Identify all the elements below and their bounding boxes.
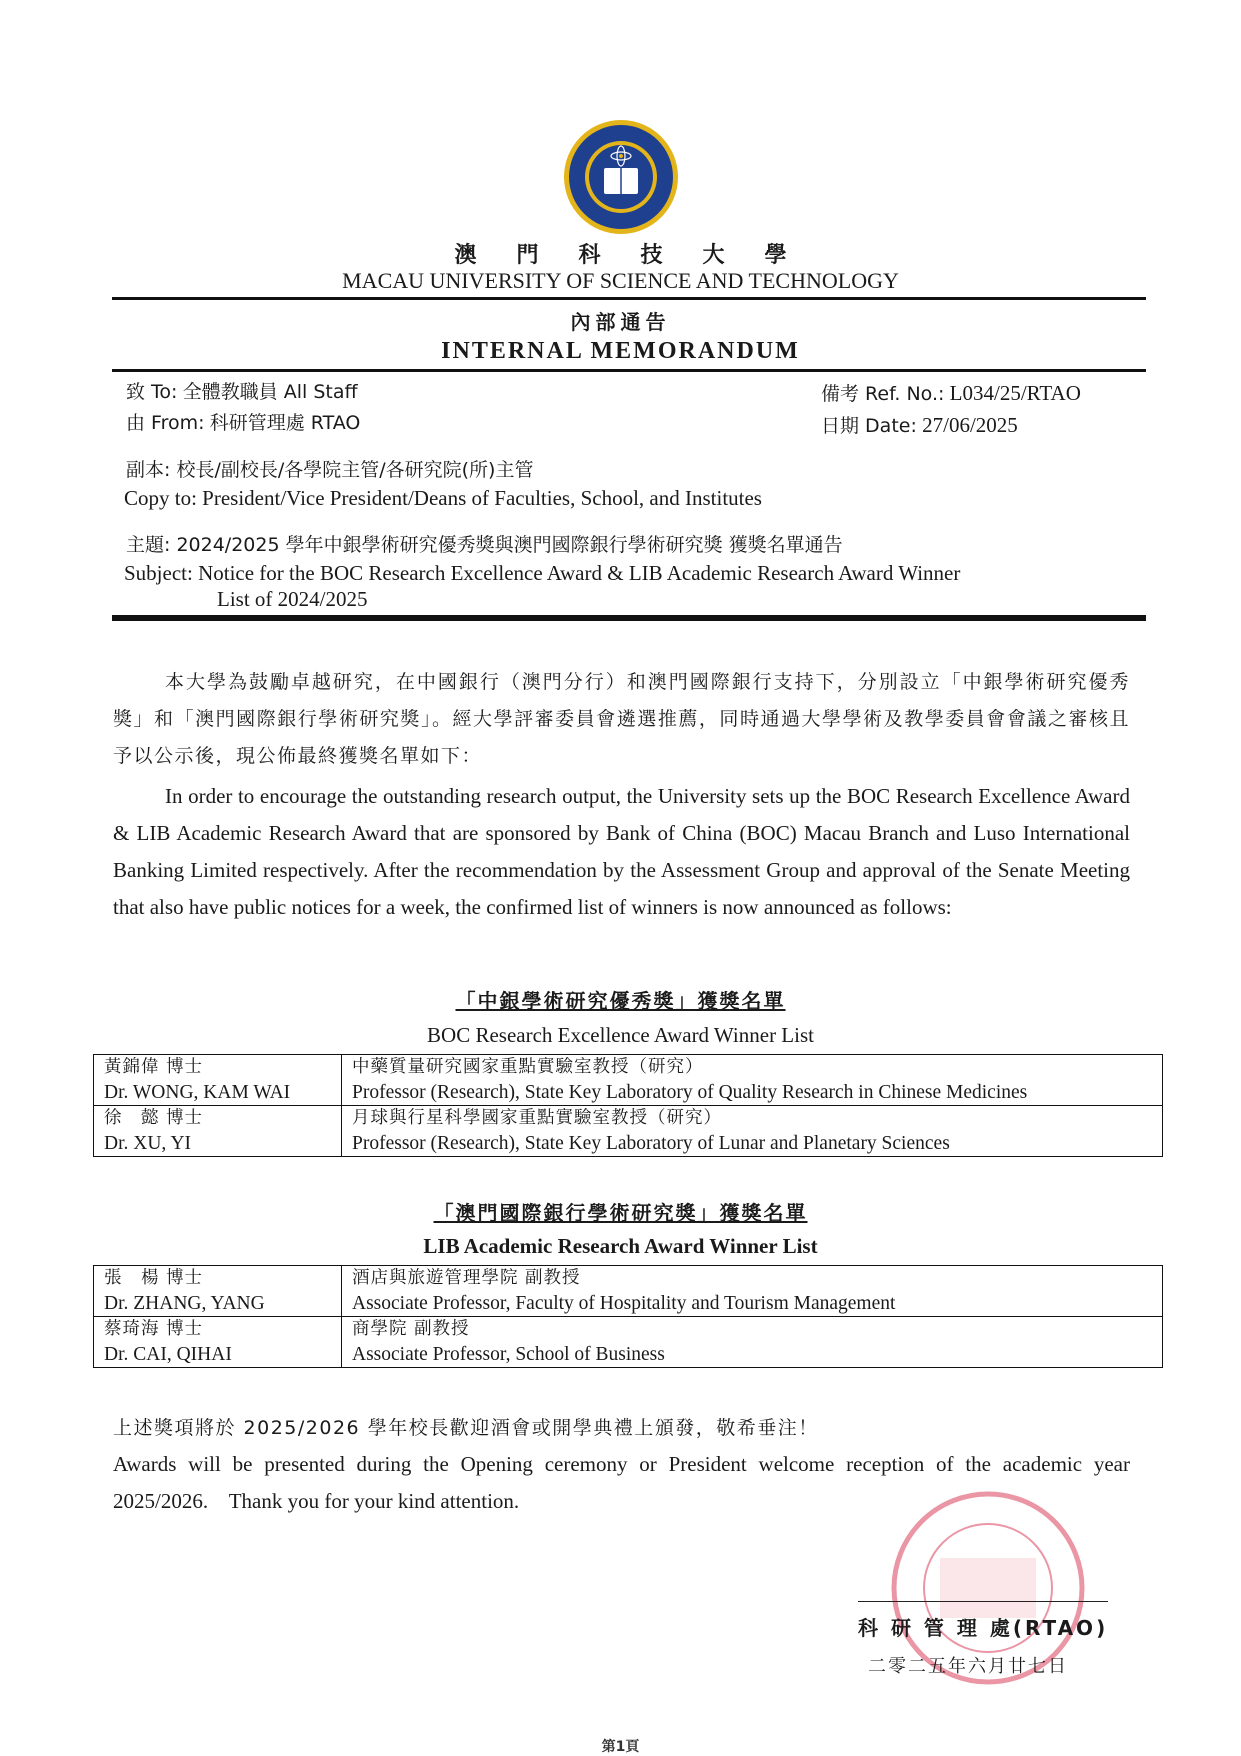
date-label: 日期 Date: bbox=[821, 415, 917, 437]
winner-name-zh: 黃錦偉 博士 bbox=[104, 1057, 204, 1077]
intro-paragraph-en: In order to encourage the outstanding research output, the University sets up the BOC Research Excellence Award & LIB Academic Research Award that are sponsored by Bank of China (BOC) Macau Branch and Luso International Banking Limited respectively. After the recommendation by the Assessment Group and approval of the Senate Meeting that also have public notices for a week, the confirmed list of winners is now announced as follows: bbox=[113, 784, 1130, 919]
winner-name-cell bbox=[94, 1317, 342, 1368]
to-value: 全體教職員 All Staff bbox=[182, 381, 358, 403]
subject-en: Subject: Notice for the BOC Research Excellence Award & LIB Academic Research Award Winner bbox=[124, 561, 961, 585]
winner-title-cell bbox=[342, 1317, 1163, 1368]
table-row bbox=[94, 1055, 1163, 1106]
signing-office: 科 研 管 理 處(RTAO) bbox=[858, 1616, 1109, 1640]
copy-to-zh: 副本: 校長/副校長/各學院主管/各研究院(所)主管 bbox=[126, 459, 534, 481]
winner-name-cell bbox=[94, 1266, 342, 1317]
winner-name-zh: 徐 懿 博士 bbox=[104, 1108, 204, 1128]
winner-title-en: Associate Professor, Faculty of Hospitality and Tourism Management bbox=[352, 1293, 896, 1314]
to-line bbox=[126, 377, 358, 404]
boc-list-title-zh-text: 「中銀學術研究優秀獎」獲獎名單 bbox=[455, 989, 786, 1013]
winner-title-en: Professor (Research), State Key Laboratory of Quality Research in Chinese Medicines bbox=[352, 1082, 1028, 1103]
boc-list-title-en: BOC Research Excellence Award Winner List bbox=[427, 1023, 814, 1047]
closing-zh: 上述獎項將於 2025/2026 學年校長歡迎酒會或開學典禮上頒發，敬希垂注！ bbox=[113, 1417, 819, 1439]
copy-to-en: Copy to: President/Vice President/Deans of Faculties, School, and Institutes bbox=[124, 486, 762, 510]
intro-paragraph-zh: 本大學為鼓勵卓越研究，在中國銀行（澳門分行）和澳門國際銀行支持下，分別設立「中銀學術研究優秀獎」和「澳門國際銀行學術研究獎」。經大學評審委員會遴選推薦，同時通過大學學術及教學委員會會議之審核且予以公示後，現公佈最終獲獎名單如下： bbox=[113, 671, 1130, 767]
winner-name-en: Dr. CAI, QIHAI bbox=[104, 1344, 232, 1365]
signing-date: 二零二五年六月廿七日 bbox=[868, 1656, 1068, 1677]
lib-list-title-en: LIB Academic Research Award Winner List bbox=[423, 1234, 818, 1258]
winner-title-cell bbox=[342, 1106, 1163, 1157]
lib-winner-table bbox=[93, 1265, 1163, 1368]
university-name-en: MACAU UNIVERSITY OF SCIENCE AND TECHNOLOGY bbox=[342, 268, 899, 293]
table-row bbox=[94, 1106, 1163, 1157]
date-line bbox=[821, 411, 1018, 438]
university-name-zh: 澳門科技大學 bbox=[454, 243, 827, 268]
from-line bbox=[126, 408, 360, 435]
boc-winner-table bbox=[93, 1054, 1163, 1157]
to-label: 致 To: bbox=[126, 381, 178, 403]
page-number: 第1頁 bbox=[601, 1739, 640, 1755]
winner-title-zh: 商學院 副教授 bbox=[352, 1319, 470, 1339]
winner-name-en: Dr. XU, YI bbox=[104, 1133, 192, 1154]
winner-title-zh: 中藥質量研究國家重點實驗室教授（研究） bbox=[352, 1057, 704, 1077]
signature-line bbox=[858, 1601, 1108, 1602]
memo-title-en: INTERNAL MEMORANDUM bbox=[441, 338, 800, 364]
ref-label: 備考 Ref. No.: bbox=[821, 383, 945, 405]
lib-list-title-zh-text: 「澳門國際銀行學術研究獎」獲獎名單 bbox=[433, 1201, 808, 1225]
table-row bbox=[94, 1266, 1163, 1317]
subject-divider bbox=[112, 615, 1146, 621]
subject-en-cont: List of 2024/2025 bbox=[217, 587, 368, 611]
winner-title-zh: 酒店與旅遊管理學院 副教授 bbox=[352, 1268, 581, 1288]
subject-zh: 主題: 2024/2025 學年中銀學術研究優秀獎與澳門國際銀行學術研究獎 獲獎名單通告 bbox=[126, 534, 843, 556]
from-label: 由 From: bbox=[126, 412, 205, 434]
winner-title-cell bbox=[342, 1055, 1163, 1106]
winner-name-en: Dr. WONG, KAM WAI bbox=[104, 1082, 291, 1103]
memo-divider bbox=[112, 369, 1146, 372]
winner-name-cell bbox=[94, 1106, 342, 1157]
boc-list-title-zh bbox=[0, 985, 1241, 1014]
header-divider bbox=[112, 297, 1146, 300]
lib-list-title-zh bbox=[0, 1197, 1241, 1226]
closing-en: Awards will be presented during the Opening ceremony or President welcome reception of the academic year 2025/2026. Thank you for your kind attention. bbox=[113, 1452, 1136, 1513]
ref-line bbox=[821, 379, 1081, 406]
winner-title-en: Associate Professor, School of Business bbox=[352, 1344, 665, 1365]
table-row bbox=[94, 1317, 1163, 1368]
winner-title-en: Professor (Research), State Key Laboratory of Lunar and Planetary Sciences bbox=[352, 1133, 950, 1154]
winner-name-zh: 張 楊 博士 bbox=[104, 1268, 204, 1288]
date-value: 27/06/2025 bbox=[922, 413, 1018, 437]
winner-name-cell bbox=[94, 1055, 342, 1106]
winner-name-en: Dr. ZHANG, YANG bbox=[104, 1293, 265, 1314]
winner-title-cell bbox=[342, 1266, 1163, 1317]
winner-name-zh: 蔡琦海 博士 bbox=[104, 1319, 204, 1339]
winner-title-zh: 月球與行星科學國家重點實驗室教授（研究） bbox=[352, 1108, 722, 1128]
from-value: 科研管理處 RTAO bbox=[209, 412, 361, 434]
university-logo bbox=[562, 118, 680, 236]
memo-title-zh: 內部通告 bbox=[570, 310, 671, 334]
ref-value: L034/25/RTAO bbox=[949, 381, 1081, 405]
